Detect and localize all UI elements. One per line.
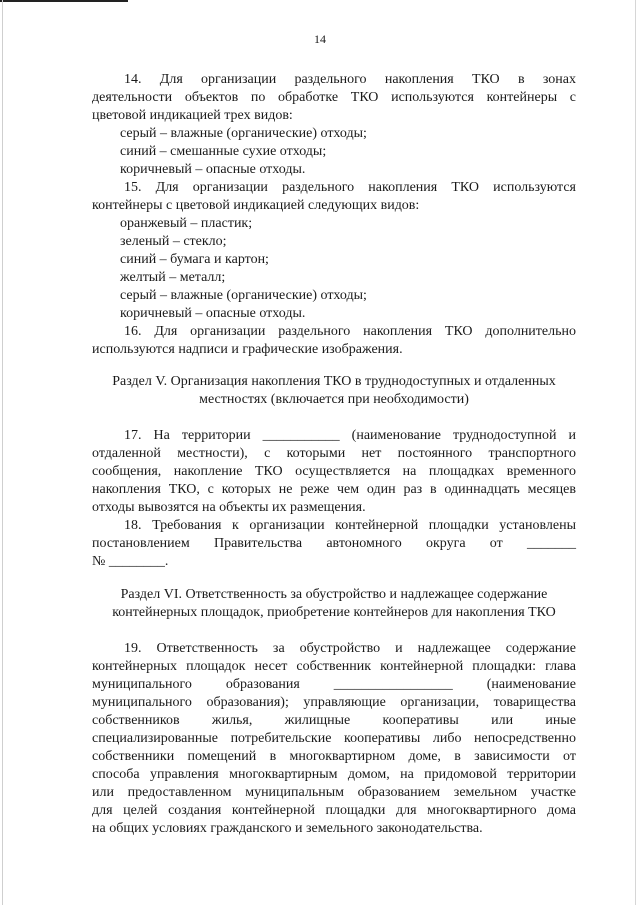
list-item: желтый – металл; (120, 270, 226, 285)
paragraph-17-line: 17. На территории ___________ (наименование труднодоступной и (124, 428, 576, 443)
section-5-heading: местностях (включается при необходимости) (199, 392, 469, 407)
paragraph-19-line: 19. Ответственность за обустройство и надлежащее содержание (124, 641, 576, 656)
paragraph-19-line: специализированные потребительские кооперативы либо непосредственно (92, 731, 576, 746)
page-number: 14 (314, 32, 326, 46)
paragraph-19-line: контейнерных площадок несет собственник контейнерной площадки: глава (92, 659, 576, 674)
paragraph-15-line: 15. Для организации раздельного накопления ТКО используются (124, 180, 576, 195)
paragraph-14-line: 14. Для организации раздельного накопления ТКО в зонах (124, 72, 576, 87)
paragraph-19-line: муниципального образования); управляющие организации, товарищества (92, 695, 576, 710)
paragraph-18-line: постановлением Правительства автономного округа от _______ (92, 536, 576, 551)
paragraph-17-line: отходы вывозятся на объекты их размещения. (92, 500, 366, 515)
scan-left-edge (2, 0, 3, 905)
list-item: коричневый – опасные отходы. (120, 306, 306, 321)
paragraph-14-line: деятельности объектов по обработке ТКО используются контейнеры с (92, 90, 576, 105)
paragraph-14-line: цветовой индикацией трех видов: (92, 108, 293, 123)
paragraph-17-line: накопления ТКО, с которых не реже чем один раз в одиннадцать месяцев (92, 482, 576, 497)
paragraph-16-line: 16. Для организации раздельного накопления ТКО дополнительно (124, 324, 576, 339)
paragraph-19-line: способа управления многоквартирным домом, на придомовой территории (92, 767, 576, 782)
list-item: серый – влажные (органические) отходы; (120, 288, 367, 303)
list-item: синий – смешанные сухие отходы; (120, 144, 327, 159)
list-item: оранжевый – пластик; (120, 216, 253, 231)
document-body (92, 0, 576, 905)
paragraph-17-line: отдаленной местности), с которыми нет постоянного транспортного (92, 446, 576, 461)
section-6-heading: контейнерных площадок, приобретение контейнеров для накопления ТКО (112, 605, 556, 620)
list-item: зеленый – стекло; (120, 234, 227, 249)
list-item: серый – влажные (органические) отходы; (120, 126, 367, 141)
section-5-heading: Раздел V. Организация накопления ТКО в труднодоступных и отдаленных (112, 374, 556, 389)
paragraph-19-line: собственники помещений в многоквартирном доме, в зависимости от (92, 749, 576, 764)
scan-right-edge (635, 0, 636, 905)
list-item: синий – бумага и картон; (120, 252, 269, 267)
list-item: коричневый – опасные отходы. (120, 162, 306, 177)
paragraph-18-line: № ________. (92, 554, 169, 569)
paragraph-17-line: сообщения, накопление ТКО осуществляется на площадках временного (92, 464, 576, 479)
paragraph-19-line: собственников жилья, жилищные кооперативы или иные (92, 713, 576, 728)
paragraph-16-line: используются надписи и графические изображения. (92, 342, 403, 357)
paragraph-19-line: или предоставленном муниципальным образованием земельном участке (92, 785, 576, 800)
section-6-heading: Раздел VI. Ответственность за обустройство и надлежащее содержание (120, 587, 548, 602)
paragraph-18-line: 18. Требования к организации контейнерной площадки установлены (124, 518, 576, 533)
paragraph-19-line: муниципального образования _________________ (наименование (92, 677, 576, 692)
paragraph-15-line: контейнеры с цветовой индикацией следующих видов: (92, 198, 420, 213)
paragraph-19-line: на общих условиях гражданского и земельного законодательства. (92, 821, 483, 836)
paragraph-19-line: для целей создания контейнерной площадки для многоквартирного дома (92, 803, 576, 818)
